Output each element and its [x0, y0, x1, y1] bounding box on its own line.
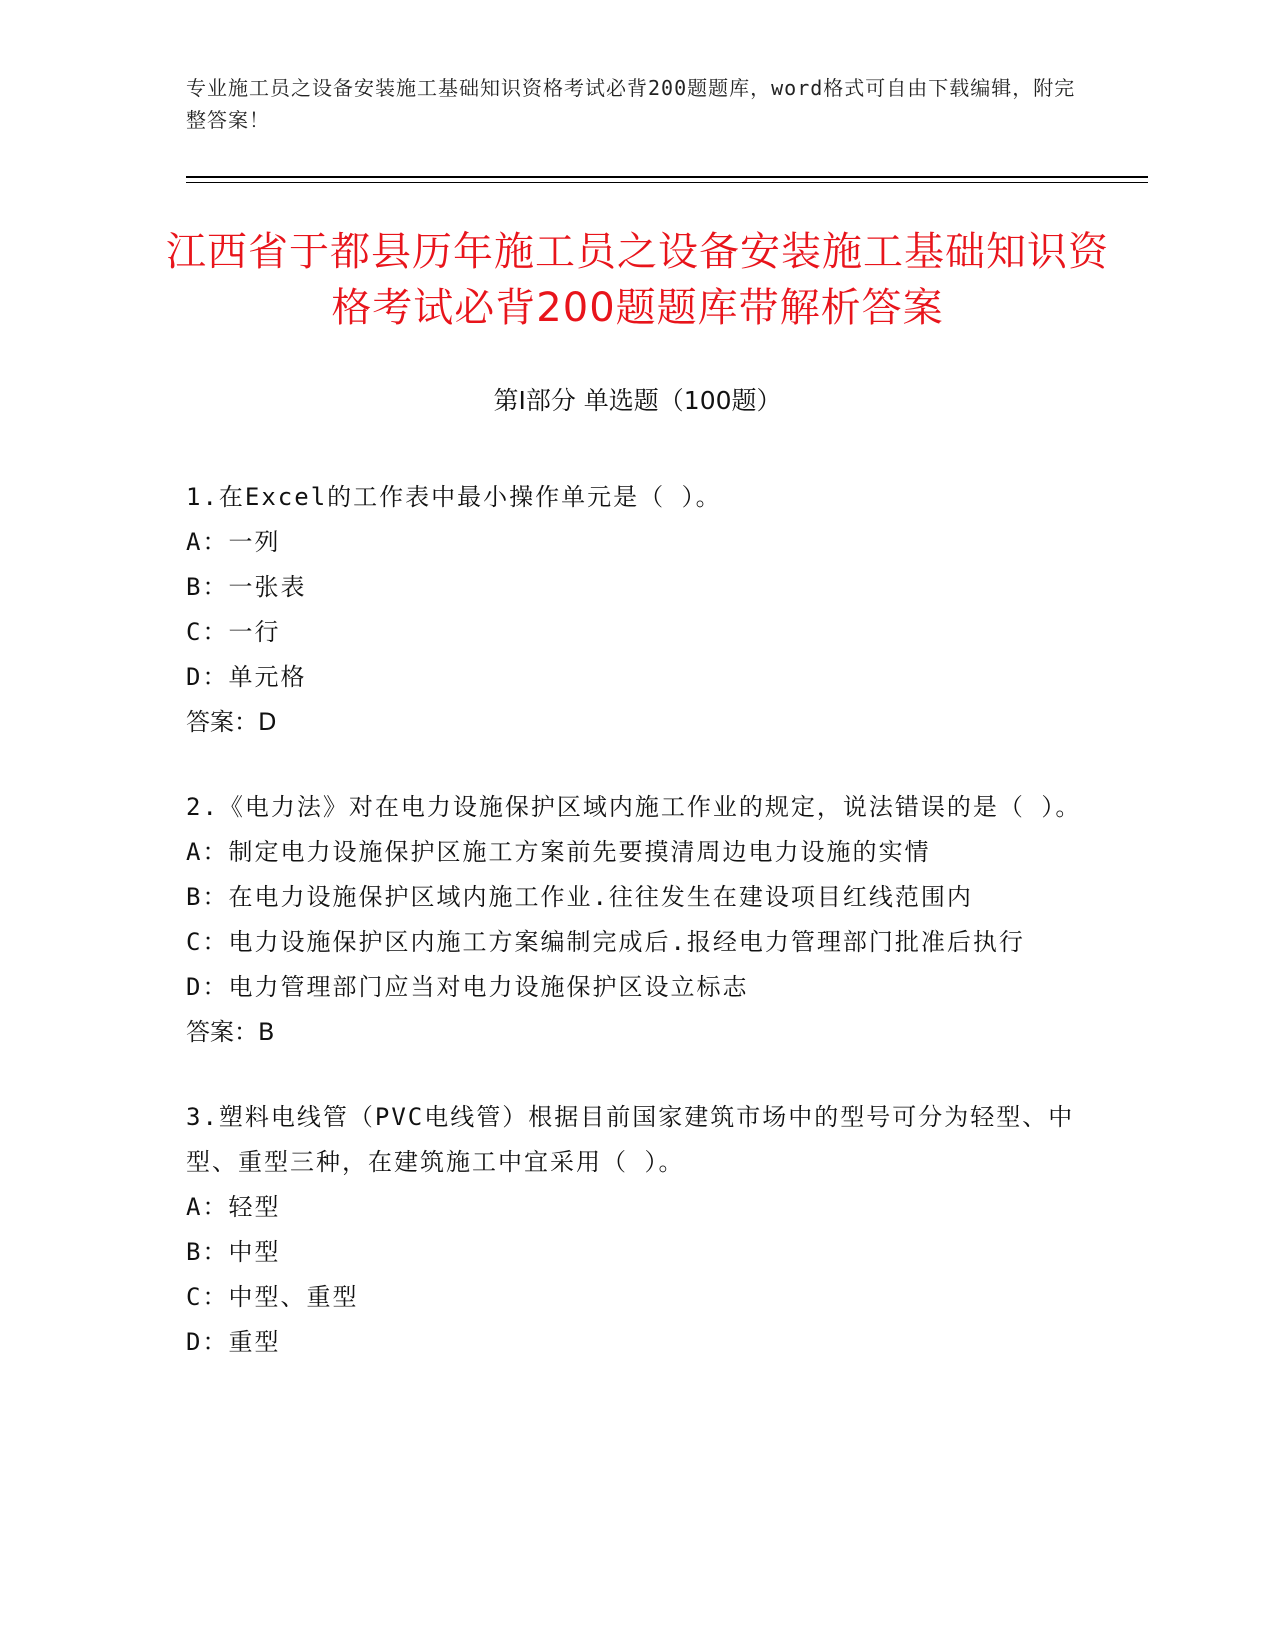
option-a: A：一列	[186, 528, 281, 556]
option-c: C：中型、重型	[186, 1283, 359, 1311]
question-3	[186, 1095, 1091, 1365]
question-stem: 1.在Excel的工作表中最小操作单元是（ ）。	[186, 483, 722, 511]
answer-text: 答案：D	[186, 708, 277, 736]
section-heading: 第Ⅰ部分 单选题（100题）	[493, 386, 782, 415]
option-b: B：中型	[186, 1238, 281, 1266]
option-a: A：轻型	[186, 1193, 281, 1221]
header-divider-thin	[186, 182, 1148, 183]
option-d: D：电力管理部门应当对电力设施保护区设立标志	[186, 973, 749, 1001]
question-1	[186, 475, 1091, 745]
header-divider-thick	[186, 176, 1148, 178]
answer-text: 答案：B	[186, 1018, 275, 1046]
option-b: B：在电力设施保护区域内施工作业.往往发生在建设项目红线范围内	[186, 883, 973, 911]
question-2	[186, 785, 1091, 1055]
option-c: C：一行	[186, 618, 281, 646]
option-a: A：制定电力设施保护区施工方案前先要摸清周边电力设施的实情	[186, 838, 931, 866]
option-c: C：电力设施保护区内施工方案编制完成后.报经电力管理部门批准后执行	[186, 928, 1025, 956]
option-d: D：重型	[186, 1328, 281, 1356]
question-stem: 2.《电力法》对在电力设施保护区域内施工作业的规定，说法错误的是（ ）。	[186, 793, 1082, 821]
option-d: D：单元格	[186, 663, 307, 691]
option-b: B：一张表	[186, 573, 307, 601]
question-stem: 3.塑料电线管（PVC电线管）根据目前国家建筑市场中的型号可分为轻型、中型、重型三种，在建筑施工中宜采用（ ）。	[186, 1103, 1075, 1176]
header-note: 专业施工员之设备安装施工基础知识资格考试必背200题题库，word格式可自由下载编辑，附完整答案！	[186, 76, 1076, 132]
document-title: 江西省于都县历年施工员之设备安装施工基础知识资格考试必背200题题库带解析答案	[166, 229, 1109, 331]
question-list	[186, 475, 1091, 1405]
